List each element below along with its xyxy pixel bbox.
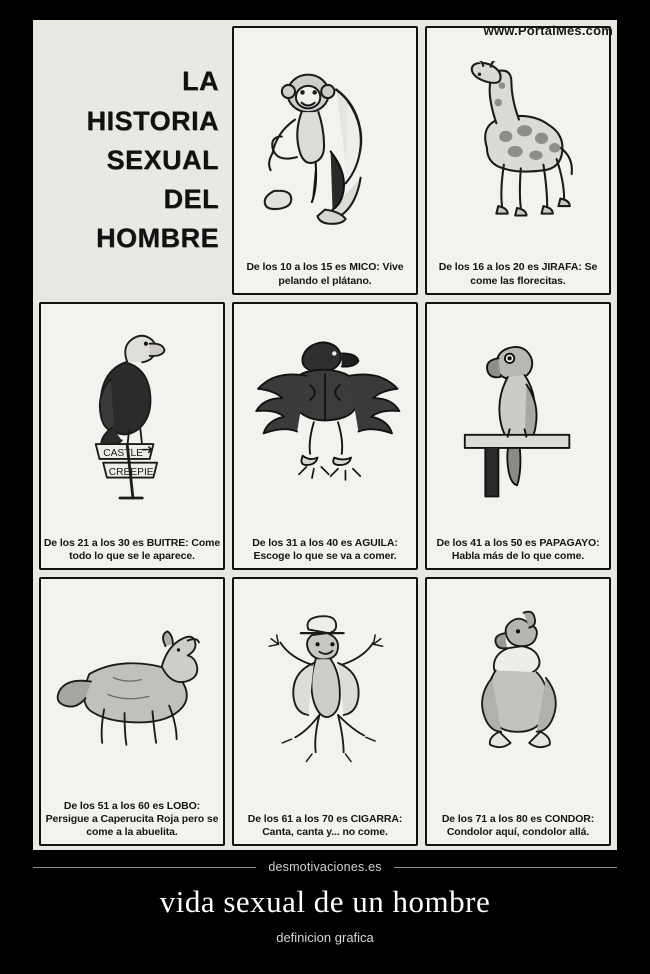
title-line-2: HISTORIA [86, 105, 219, 136]
comic-row-1 [39, 26, 611, 295]
watermark-label: www.PortalMes.com [483, 23, 613, 38]
title-line-5: HOMBRE [96, 223, 219, 254]
panel-condor [425, 577, 611, 846]
panel-caption: De los 41 a los 50 es PAPAGAYO: Habla más de lo que come. [436, 537, 600, 563]
svg-text:CASTLE: CASTLE [103, 448, 143, 460]
comic-row-3 [39, 577, 611, 846]
panel-cigarra [232, 577, 418, 846]
panel-caption: De los 71 a los 80 es CONDOR: Condolor aquí, condolor allá. [441, 812, 595, 838]
comic-image [33, 20, 617, 850]
panel-buitre [39, 302, 225, 571]
site-brand: desmotivaciones.es [268, 860, 382, 874]
panel-caption: De los 21 a los 30 es BUITRE: Come todo lo que se le aparece. [43, 537, 221, 563]
monkey-illustration [234, 28, 416, 259]
panel-jirafa [425, 26, 611, 295]
condor-illustration [427, 579, 609, 810]
title-line-4: DEL [163, 183, 219, 214]
panel-papagayo [425, 302, 611, 571]
panel-mico [232, 26, 418, 295]
poster-title: vida sexual de un hombre [159, 884, 491, 919]
separator-line-left [33, 867, 256, 868]
panel-lobo [39, 577, 225, 846]
wolf-illustration [41, 579, 223, 797]
svg-text:CREEPIE: CREEPIE [108, 467, 154, 479]
comic-title-panel [39, 26, 225, 295]
poster-subtitle: definicion grafica [276, 930, 374, 945]
eagle-illustration [234, 304, 416, 535]
panel-caption: De los 10 a los 15 es MICO: Vive pelando el plátano. [246, 261, 404, 287]
cicada-illustration [234, 579, 416, 810]
panel-caption: De los 31 a los 40 es AGUILA: Escoge lo que se va a comer. [252, 537, 398, 563]
separator-line-right [394, 867, 617, 868]
panel-caption: De los 61 a los 70 es CIGARRA: Canta, canta y... no come. [247, 812, 403, 838]
panel-caption: De los 16 a los 20 es JIRAFA: Se come las florecitas. [438, 261, 598, 287]
brand-separator [33, 856, 617, 878]
giraffe-illustration [427, 28, 609, 259]
comic-row-2 [39, 302, 611, 571]
parrot-illustration [427, 304, 609, 535]
title-line-1: LA [182, 66, 219, 97]
panel-aguila [232, 302, 418, 571]
panel-caption: De los 51 a los 60 es LOBO: Persigue a Caperucita Roja pero se come a la abuelita. [45, 799, 219, 838]
title-line-3: SEXUAL [106, 144, 219, 175]
vulture-illustration [41, 304, 223, 535]
